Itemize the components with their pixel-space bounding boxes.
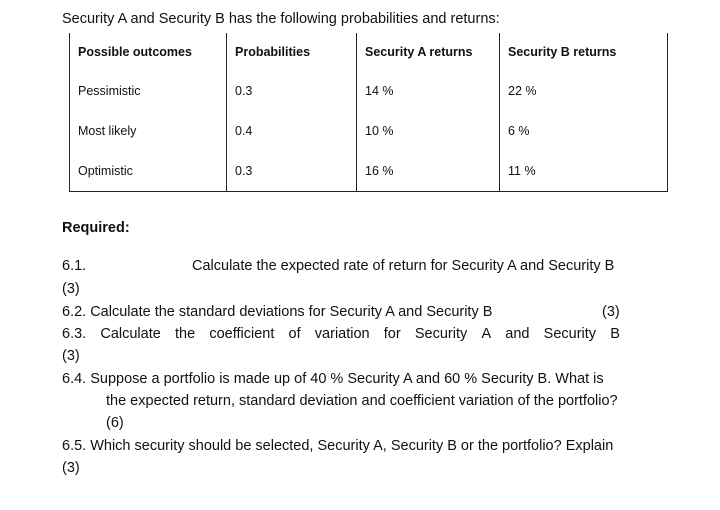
table-header-row [70, 33, 668, 71]
q3-word: the [174, 326, 196, 342]
q3-word: for [383, 326, 401, 342]
q3-word: Calculate [100, 326, 161, 342]
q1-marks: (3) [62, 281, 80, 297]
cell-outcome: Optimistic [70, 151, 227, 192]
header-possible-outcomes: Possible outcomes [70, 33, 227, 71]
cell-probability: 0.3 [227, 151, 357, 192]
cell-probability: 0.4 [227, 111, 357, 151]
intro-text: Security A and Security B has the following probabilities and returns: [62, 11, 500, 27]
q5-marks: (3) [62, 460, 80, 476]
q3-word: coefficient [209, 326, 275, 342]
q1-text: Calculate the expected rate of return for Security A and Security B [192, 258, 615, 274]
cell-a-return: 16 % [357, 151, 500, 192]
q5-text: 6.5. Which security should be selected, Security A, Security B or the portfolio? Explain [62, 438, 614, 454]
cell-b-return: 22 % [500, 71, 668, 111]
q2-text: 6.2. Calculate the standard deviations for Security A and Security B [62, 304, 493, 320]
cell-b-return: 11 % [500, 151, 668, 192]
required-heading: Required: [62, 220, 130, 236]
header-security-b-returns: Security B returns [500, 33, 668, 71]
q3-word: A [481, 326, 492, 342]
q3-word: Security [543, 326, 597, 342]
cell-b-return: 6 % [500, 111, 668, 151]
cell-outcome: Pessimistic [70, 71, 227, 111]
q2-marks: (3) [602, 304, 620, 320]
q3-text [62, 326, 620, 342]
q3-word: 6.3. [62, 326, 87, 342]
table-row [70, 151, 668, 192]
table-row [70, 71, 668, 111]
q4-marks: (6) [106, 415, 124, 431]
q3-marks: (3) [62, 348, 80, 364]
q3-word: variation [314, 326, 370, 342]
cell-a-return: 14 % [357, 71, 500, 111]
q1-number: 6.1. [62, 258, 87, 274]
q3-word: B [610, 326, 620, 342]
cell-probability: 0.3 [227, 71, 357, 111]
cell-outcome: Most likely [70, 111, 227, 151]
returns-table [69, 33, 668, 192]
header-security-a-returns: Security A returns [357, 33, 500, 71]
q4-line2: the expected return, standard deviation and coefficient variation of the portfolio? [106, 393, 618, 409]
q3-word: and [505, 326, 530, 342]
q3-word: of [288, 326, 301, 342]
header-probabilities: Probabilities [227, 33, 357, 71]
table-row [70, 111, 668, 151]
cell-a-return: 10 % [357, 111, 500, 151]
q4-line1: 6.4. Suppose a portfolio is made up of 40 % Security A and 60 % Security B. What is [62, 371, 604, 387]
q3-word: Security [414, 326, 468, 342]
